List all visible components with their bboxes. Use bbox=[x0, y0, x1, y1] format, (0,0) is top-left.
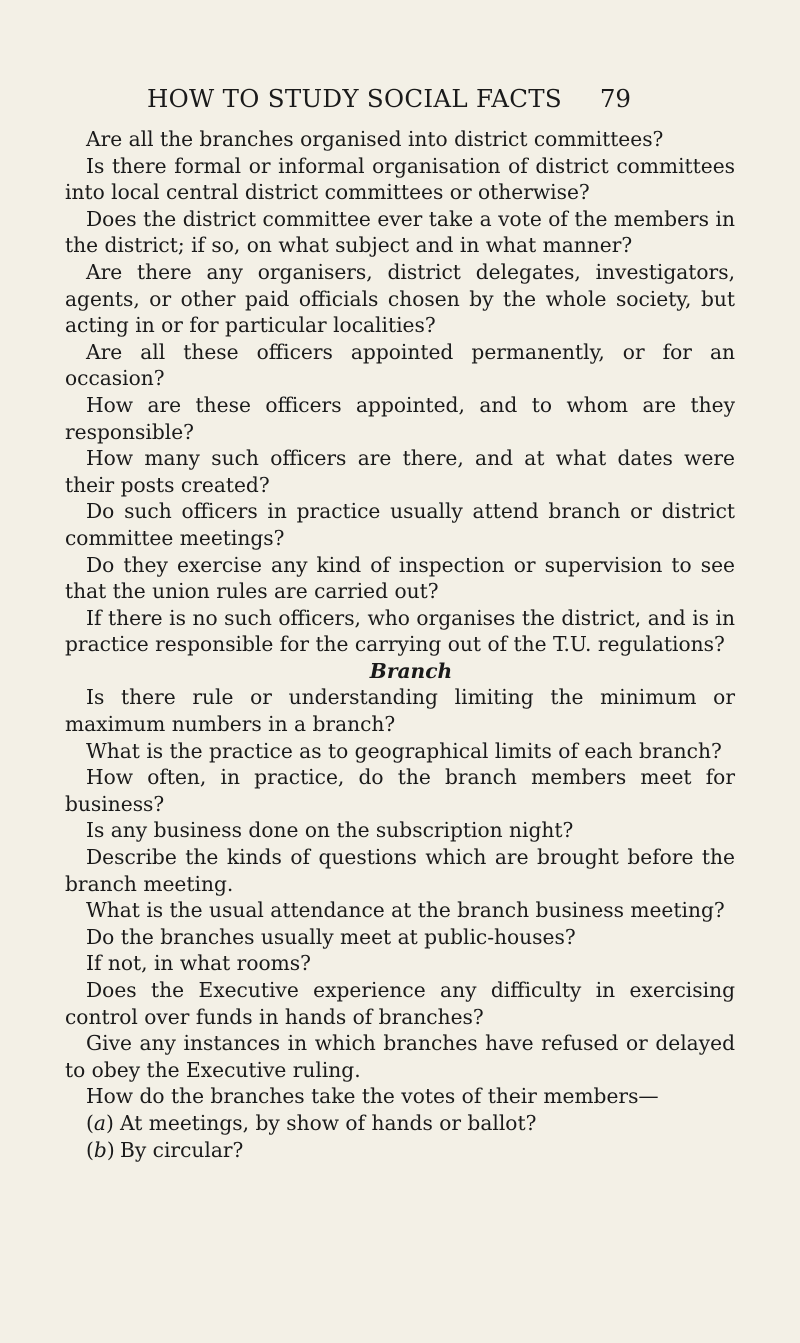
question-paragraph: Does the Executive experience any difficulty in exercising control over funds in hands of branches? bbox=[65, 978, 735, 1029]
question-paragraph: Is there rule or understanding limiting the minimum or maximum numbers in a branch? bbox=[65, 685, 735, 737]
question-paragraph: What is the usual attendance at the branch business meeting? bbox=[86, 898, 725, 923]
question-paragraph: Describe the kinds of questions which are brought before the branch meeting. bbox=[65, 845, 735, 896]
question-paragraph: Do the branches usually meet at public-houses? bbox=[86, 924, 576, 949]
sub-item bbox=[65, 1110, 735, 1137]
question-paragraph: How often, in practice, do the branch members meet for business? bbox=[65, 765, 735, 816]
question-paragraph: Is any business done on the subscription night? bbox=[86, 818, 574, 843]
question-paragraph: Do such officers in practice usually attend branch or district committee meetings? bbox=[65, 499, 735, 550]
question-paragraph: How do the branches take the votes of their members— bbox=[86, 1084, 659, 1109]
sub-item-marker: (b) bbox=[86, 1137, 115, 1162]
sub-item-text: By circular? bbox=[120, 1137, 244, 1162]
section-heading-branch: Branch bbox=[369, 658, 453, 683]
body-text bbox=[65, 126, 735, 1163]
question-paragraph: How many such officers are there, and at what dates were their posts created? bbox=[65, 446, 735, 497]
question-paragraph: Is there formal or informal organisation of district committees into local central district committees or otherwise? bbox=[65, 153, 735, 205]
sub-item-letter: b bbox=[93, 1137, 107, 1162]
question-paragraph: Are there any organisers, district delegates, investigators, agents, or other paid officials chosen by the whole society, but acting in or for particular localities? bbox=[65, 259, 735, 338]
question-paragraph: What is the practice as to geographical limits of each branch? bbox=[86, 738, 722, 763]
question-paragraph: Does the district committee ever take a vote of the members in the district; if so, on what subject and in what manner? bbox=[65, 206, 735, 258]
sub-item-letter: a bbox=[93, 1110, 106, 1135]
question-paragraph: Do they exercise any kind of inspection or supervision to see that the union rules are carried out? bbox=[65, 552, 735, 604]
question-paragraph: Give any instances in which branches have refused or delayed to obey the Executive ruling. bbox=[65, 1031, 735, 1082]
running-title: HOW TO STUDY SOCIAL FACTS bbox=[147, 84, 562, 113]
sub-item-marker: (a) bbox=[86, 1110, 114, 1135]
sub-item-text: At meetings, by show of hands or ballot? bbox=[120, 1110, 537, 1135]
running-head bbox=[147, 84, 631, 114]
question-paragraph: Are all these officers appointed permanently, or for an occasion? bbox=[65, 339, 735, 391]
page-number: 79 bbox=[599, 84, 631, 113]
question-paragraph: If not, in what rooms? bbox=[86, 951, 311, 976]
sub-item bbox=[65, 1137, 735, 1164]
question-paragraph: If there is no such officers, who organises the district, and is in practice responsible for the carrying out of the T.U. regulations? bbox=[65, 605, 735, 657]
question-paragraph: Are all the branches organised into district committees? bbox=[86, 127, 664, 151]
question-paragraph: How are these officers appointed, and to whom are they responsible? bbox=[65, 392, 735, 444]
